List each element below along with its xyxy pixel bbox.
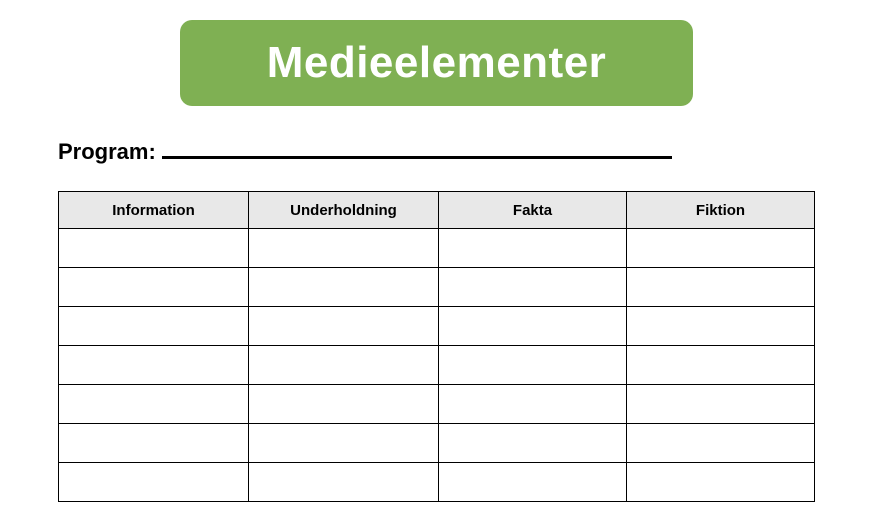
table-cell[interactable] [627,229,815,268]
table-cell[interactable] [439,229,627,268]
table-cell[interactable] [249,424,439,463]
title-banner [180,20,693,106]
table-cell[interactable] [59,385,249,424]
table-cell[interactable] [249,268,439,307]
table-row [59,268,815,307]
table-cell[interactable] [439,463,627,502]
table-row [59,424,815,463]
column-header-fakta: Fakta [439,192,627,229]
table-cell[interactable] [249,229,439,268]
table-row [59,463,815,502]
table-cell[interactable] [59,424,249,463]
column-header-fiktion: Fiktion [627,192,815,229]
table-cell[interactable] [439,346,627,385]
program-field-row [58,138,672,165]
table-cell[interactable] [59,307,249,346]
column-header-underholdning: Underholdning [249,192,439,229]
program-label: Program: [58,139,156,164]
table-header-row [59,192,815,229]
table-row [59,307,815,346]
table-cell[interactable] [627,346,815,385]
table-cell[interactable] [59,463,249,502]
table-cell[interactable] [249,346,439,385]
table-cell[interactable] [59,268,249,307]
table-cell[interactable] [627,385,815,424]
table-row [59,346,815,385]
column-header-information: Information [59,192,249,229]
table-cell[interactable] [249,463,439,502]
table-cell[interactable] [627,424,815,463]
table-cell[interactable] [627,307,815,346]
table-row [59,229,815,268]
program-input-line[interactable] [162,138,672,159]
table-cell[interactable] [627,463,815,502]
table-cell[interactable] [627,268,815,307]
table-row [59,385,815,424]
table-cell[interactable] [59,346,249,385]
table-cell[interactable] [249,385,439,424]
table-cell[interactable] [439,385,627,424]
page-title: Medieelementer [266,38,607,87]
table-cell[interactable] [439,307,627,346]
table-cell[interactable] [249,307,439,346]
table-cell[interactable] [439,424,627,463]
table-cell[interactable] [439,268,627,307]
media-elements-table [58,191,815,502]
table-cell[interactable] [59,229,249,268]
